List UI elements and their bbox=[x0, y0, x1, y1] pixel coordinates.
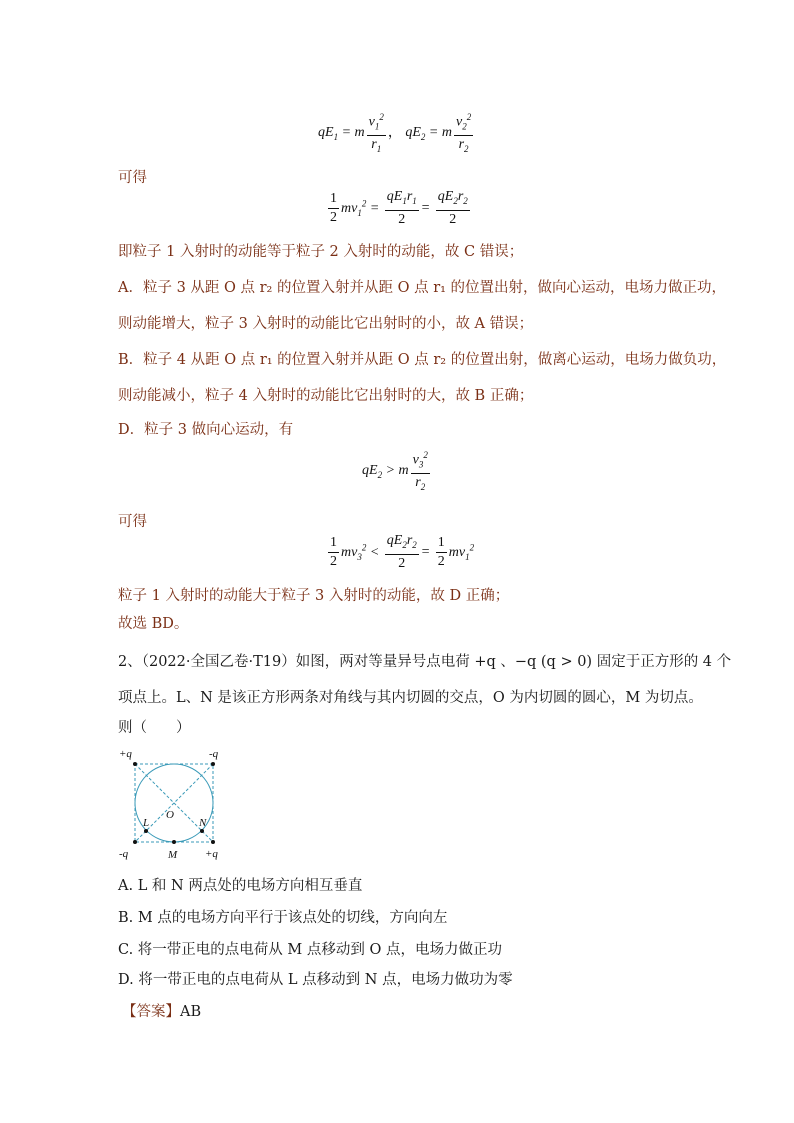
text-a-line-1: A．粒子 3 从距 O 点 r₂ 的位置入射并从距 O 点 r₁ 的位置出射，做向心运动，电场力做正功， bbox=[118, 280, 727, 296]
label-tr: -q bbox=[209, 748, 219, 760]
charge-tl-dot bbox=[133, 762, 137, 766]
option-c: C. 将一带正电的点电荷从 M 点移动到 O 点，电场力做正功 bbox=[118, 942, 502, 958]
text-kede-1: 可得 bbox=[118, 170, 147, 186]
text-d-line-1: D．粒子 3 做向心运动，有 bbox=[118, 422, 294, 438]
label-N: N bbox=[199, 817, 207, 829]
charge-bl-dot bbox=[133, 840, 137, 844]
charge-tr-dot bbox=[211, 762, 215, 766]
option-a: A. L 和 N 两点处的电场方向相互垂直 bbox=[118, 878, 363, 894]
label-br: +q bbox=[205, 848, 218, 860]
label-bl: -q bbox=[119, 848, 129, 860]
point-L-dot bbox=[144, 829, 148, 833]
equation-3: $qE_2 > m$ $\frac{v_3^2}{r_2}$ bbox=[362, 446, 432, 496]
point-N-dot bbox=[200, 829, 204, 833]
text-b-line-2: 则动能减小，粒子 4 入射时的动能比它出射时的大，故 B 正确； bbox=[118, 388, 534, 404]
label-O: O bbox=[166, 809, 174, 821]
answer-value: AB bbox=[180, 1004, 202, 1020]
charge-br-dot bbox=[211, 840, 215, 844]
question-2-line-2: 项点上。L、N 是该正方形两条对角线与其内切圆的交点，O 为内切圆的圆心，M 为切点。 bbox=[118, 690, 703, 706]
label-tl: +q bbox=[119, 748, 132, 760]
text-choose: 故选 BD。 bbox=[118, 616, 189, 632]
answer-line bbox=[122, 1000, 201, 1021]
option-b: B. M 点的电场方向平行于该点处的切线，方向向左 bbox=[118, 910, 448, 926]
question-2-line-1: 2、（2022·全国乙卷·T19）如图，两对等量异号点电荷 +q 、−q (q > 0) 固定于正方形的 4 个 bbox=[118, 654, 732, 670]
square-charges-figure bbox=[116, 742, 236, 862]
label-L: L bbox=[143, 817, 150, 829]
text-a-line-2: 则动能增大，粒子 3 入射时的动能比它出射时的小，故 A 错误； bbox=[118, 316, 534, 332]
answer-label: 【答案】 bbox=[122, 1004, 180, 1020]
equation-1: $qE_1 = m$ $\frac{v_1^2}{r_1}$ ， $qE_2 = m$ $\frac{v_2^2}{r_2}$ bbox=[318, 108, 475, 158]
text-d-conclusion: 粒子 1 入射时的动能大于粒子 3 入射时的动能，故 D 正确； bbox=[118, 588, 510, 604]
equation-2: $\frac{1}{2}$ $mv_1^2$ = $\frac{qE_1r_1}{2}$ = $\frac{qE_2r_2}{2}$ bbox=[330, 189, 468, 227]
question-2-line-3: 则（ ） bbox=[118, 720, 191, 736]
text-b-line-1: B．粒子 4 从距 O 点 r₁ 的位置入射并从距 O 点 r₂ 的位置出射，做离心运动，电场力做负功， bbox=[118, 352, 727, 368]
label-M: M bbox=[168, 849, 178, 861]
text-kede-2: 可得 bbox=[118, 514, 147, 530]
point-M-dot bbox=[172, 840, 176, 844]
text-c-wrong: 即粒子 1 入射时的动能等于粒子 2 入射时的动能，故 C 错误； bbox=[118, 244, 524, 260]
equation-4: $\frac{1}{2}$ $mv_3^2$ < $\frac{qE_2r_2}{2}$ = $\frac{1}{2}$ $mv_1^2$ bbox=[330, 533, 475, 571]
option-d: D. 将一带正电的点电荷从 L 点移动到 N 点，电场力做功为零 bbox=[118, 972, 513, 988]
